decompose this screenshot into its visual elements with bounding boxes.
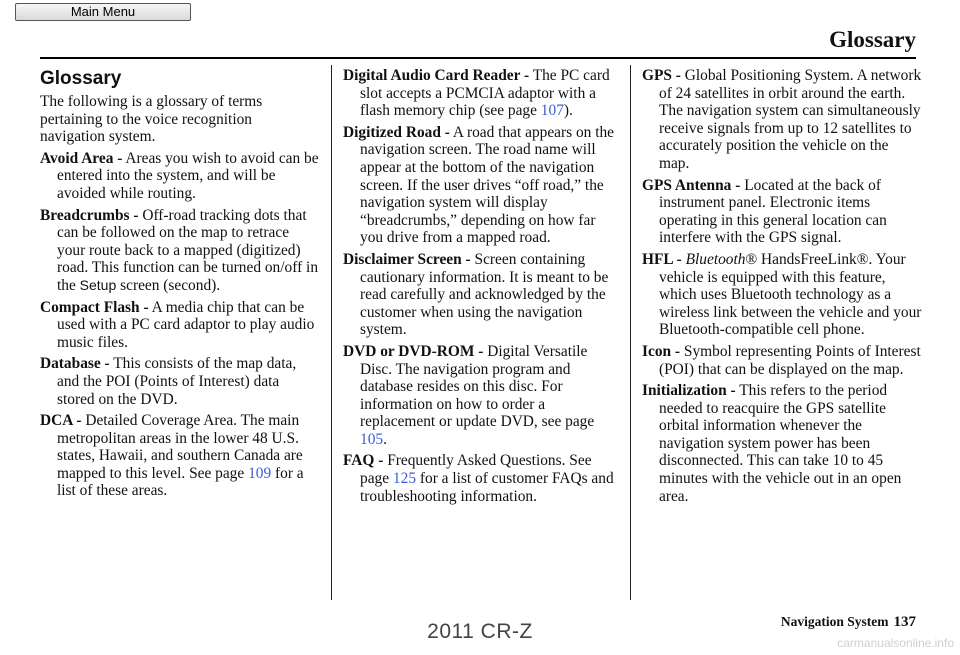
definition: A road that appears on the navigation screen. The road name will appear at the bottom of the navigation screen. If the user drives “off road,” the navigation system will display “breadcrumbs,” depending on how far you drive from a mapped road.	[360, 123, 614, 247]
definition: Off-road tracking dots that can be followed on the map to retrace your route back to a mapped (digitized) road. This function can be turned on/off in the	[57, 206, 319, 294]
entry-dvd	[343, 343, 621, 449]
setup-label: Setup	[79, 276, 117, 293]
term: Breadcrumbs -	[40, 206, 139, 224]
column-3	[642, 67, 922, 509]
definition-end: screen (second).	[120, 276, 221, 294]
definition: ® HandsFreeLink®. Your vehicle is equipped with this feature, which uses Bluetooth technology as a wireless link between the vehicle and your Bluetooth-compatible cell phone.	[659, 250, 922, 339]
bluetooth-italic: Bluetooth	[685, 250, 746, 268]
page-number: 137	[893, 614, 916, 630]
header-rule	[40, 57, 916, 59]
term: GPS -	[642, 67, 681, 84]
entry-digitized-road	[343, 124, 621, 247]
entry-gps	[642, 67, 922, 173]
site-watermark: carmanualsonline.info	[837, 636, 954, 650]
term: Database -	[40, 355, 110, 373]
main-menu-button[interactable]: Main Menu	[15, 3, 191, 21]
definition: Frequently Asked Questions. See page	[360, 452, 592, 488]
page-link-105[interactable]: 105	[360, 430, 384, 448]
term: Initialization -	[642, 382, 736, 400]
definition: Screen containing cautionary information. It is meant to be read carefully and acknowledged by the customer when using the navigation system.	[360, 250, 609, 339]
term: HFL -	[642, 250, 682, 268]
entry-dca	[40, 412, 320, 500]
definition: This consists of the map data, and the POI (Points of Interest) data stored on the DVD.	[57, 355, 297, 408]
definition: The PC card slot accepts a PCMCIA adaptor with a flash memory chip (see page	[360, 67, 610, 120]
definition: This refers to the period needed to reacquire the GPS satellite orbital information whenever the navigation system power has been disconnected. This can take 10 to 45 minutes with the vehicle out in an open area.	[659, 382, 902, 505]
definition: A media chip that can be used with a PC card adaptor to play audio music files.	[57, 298, 315, 351]
term: DVD or DVD-ROM -	[343, 342, 484, 360]
model-watermark: 2011 CR-Z	[427, 620, 533, 643]
definition-end: ).	[563, 102, 573, 120]
term: Icon -	[642, 342, 681, 360]
page-link-125[interactable]: 125	[392, 470, 417, 488]
definition: Areas you wish to avoid can be entered into the system, and will be avoided while routing.	[57, 149, 319, 202]
header-title: Glossary	[829, 27, 916, 52]
footer-label: Navigation System	[780, 614, 889, 629]
term: GPS Antenna -	[642, 176, 741, 194]
term: Compact Flash -	[40, 298, 149, 316]
term: Digitized Road -	[343, 123, 450, 141]
glossary-heading: Glossary	[40, 68, 122, 89]
entry-avoid-area	[40, 150, 320, 203]
entry-icon	[642, 343, 922, 378]
term: Digital Audio Card Reader -	[343, 67, 530, 84]
definition: Detailed Coverage Area. The main metropolitan areas in the lower 48 U.S. states, Hawaii, and southern Canada are mapped to this level. See page	[57, 412, 303, 482]
entry-faq	[343, 452, 621, 505]
definition: Global Positioning System. A network of 24 satellites in orbit around the earth. The navigation system can simultaneously receive signals from up to 12 satellites to accurately position the vehicle on the map.	[659, 67, 922, 172]
entry-breadcrumbs	[40, 207, 320, 295]
definition: Located at the back of instrument panel. Electronic items operating in this general location can interfere with the GPS signal.	[659, 176, 887, 247]
page-link-107[interactable]: 107	[540, 102, 564, 120]
column-1	[40, 67, 320, 504]
column-divider	[331, 65, 332, 600]
definition-end: for a list of these areas.	[57, 464, 304, 500]
term: DCA -	[40, 412, 82, 430]
definition: Digital Versatile Disc. The navigation program and database resides on this disc. For information on how to order a replacement or update DVD, see page	[360, 342, 595, 431]
entry-initialization	[642, 382, 922, 505]
entry-compact-flash	[40, 299, 320, 352]
column-2	[343, 67, 621, 509]
entry-gps-antenna	[642, 177, 922, 247]
entry-digital-audio-card-reader	[343, 67, 621, 120]
definition: Symbol representing Points of Interest (POI) that can be displayed on the map.	[659, 342, 921, 378]
intro-text: The following is a glossary of terms pertaining to the voice recognition navigation system.	[40, 93, 263, 146]
definition-end: .	[383, 430, 387, 448]
term: FAQ -	[343, 452, 384, 470]
term: Avoid Area -	[40, 149, 123, 167]
entry-disclaimer-screen	[343, 251, 621, 339]
page-link-109[interactable]: 109	[248, 464, 272, 482]
entry-hfl	[642, 251, 922, 339]
term: Disclaimer Screen -	[343, 250, 471, 268]
definition-end: for a list of customer FAQs and troubleshooting information.	[360, 470, 614, 505]
column-divider	[630, 65, 631, 600]
entry-database	[40, 355, 320, 408]
